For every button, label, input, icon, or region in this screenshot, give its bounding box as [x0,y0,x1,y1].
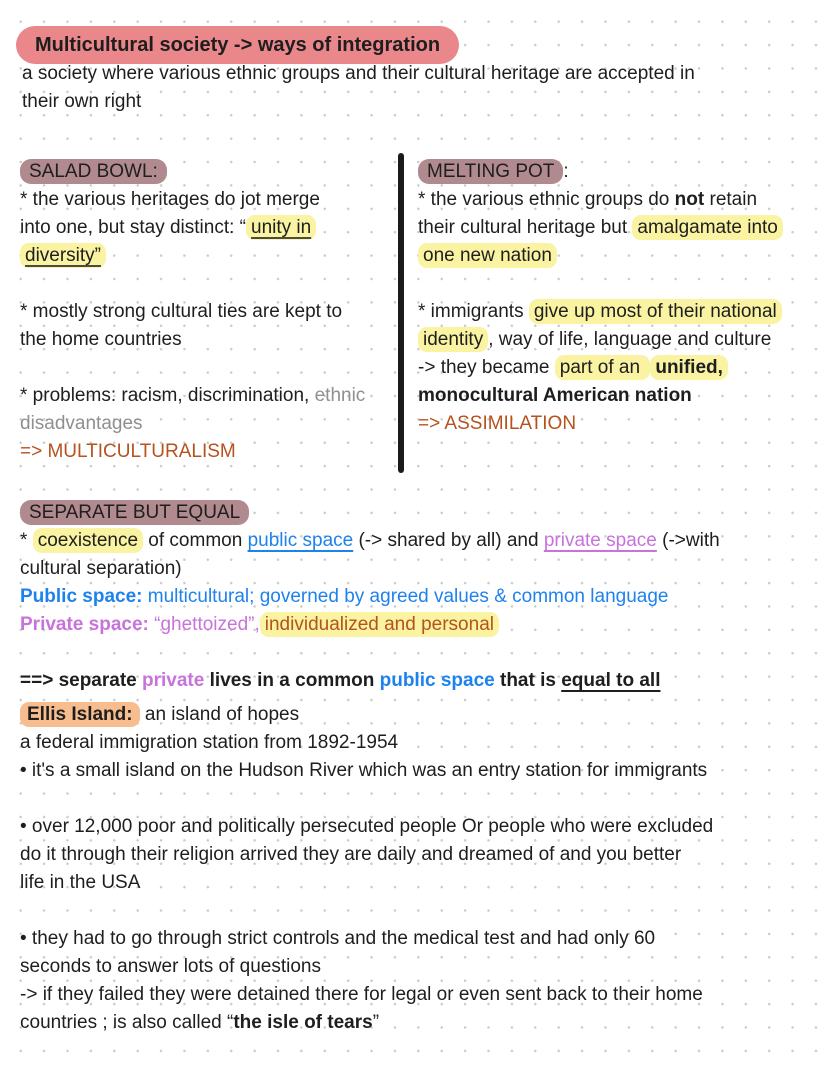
yellow-highlight: diversity” [20,243,106,268]
note-line [20,527,720,555]
note-text: cultural separation) [20,558,182,579]
blue-text: public space [379,670,495,691]
note-text: a federal immigration station from 1892-1954 [20,732,399,753]
note-line [20,757,713,785]
note-text: the home countries [20,329,182,350]
definition-text: a society where various ethnic groups and their cultural heritage are accepted in [22,63,695,84]
note-line [20,214,400,242]
bold-text: monocultural American nation [418,385,692,406]
bold-text: the isle of tears [233,1012,373,1033]
note-text: , way of life, language and culture [488,329,772,350]
ellis-island-label: Ellis Island: [20,702,140,727]
blank-line [20,897,713,925]
private-space-link: private space [543,530,657,551]
melting-pot-heading: MELTING POT [418,159,563,184]
note-text: • it's a small island on the Hudson River which was an entry station for immigrants [20,760,708,781]
gray-text: disadvantages [20,413,143,434]
note-text: (->with [656,530,720,551]
note-line [418,382,822,410]
note-text: • they had to go through strict controls and the medical test and had only 60 [20,928,656,949]
purple-text: “ghettoized”, [148,614,260,635]
note-line [20,841,713,869]
note-line [22,60,695,88]
yellow-highlight: unity in [246,215,316,240]
page-title: Multicultural society -> ways of integration [35,34,441,56]
note-line [20,438,400,466]
note-line [20,186,400,214]
title-highlight [16,26,459,64]
note-text: -> they became [418,357,555,378]
yellow-highlight: amalgamate into [632,215,782,240]
purple-text: private [142,670,205,691]
note-text: into one, but stay distinct: “ [20,217,247,238]
underlined-text: equal to all [561,670,661,691]
salad-bowl-section [20,158,400,466]
note-text: -> if they failed they were detained there for legal or even sent back to their home [20,984,703,1005]
note-line [20,382,400,410]
ellis-island-section [20,701,713,1037]
note-line [20,729,713,757]
note-line [418,242,822,270]
note-line [22,88,695,116]
gray-text: ethnic [314,385,366,406]
note-line [20,242,400,270]
conclusion-text: => ASSIMILATION [418,413,577,434]
bold-text: not [674,189,705,210]
note-text: * the various heritages do jot merge [20,189,320,210]
note-line [20,298,400,326]
blank-line [20,785,713,813]
note-line [20,981,713,1009]
note-text: that is [494,670,562,691]
public-space-link: public space [247,530,354,551]
note-line [418,214,822,242]
yellow-highlight: identity [418,327,488,352]
blank-line [418,270,822,298]
note-text: an island of hopes [139,704,300,725]
note-line [20,953,713,981]
note-text: (-> shared by all) and [353,530,544,551]
section-heading [20,499,720,527]
note-text: retain [704,189,758,210]
note-line [20,611,720,639]
conclusion-text: => MULTICULTURALISM [20,441,236,462]
note-line [20,813,713,841]
note-text: • over 12,000 poor and politically persecuted people Or people who were excluded [20,816,714,837]
salad-bowl-heading: SALAD BOWL: [20,159,167,184]
note-text: * mostly strong cultural ties are kept to [20,301,343,322]
definition-text: their own right [22,91,142,112]
blank-line [20,270,400,298]
column-divider [398,153,404,473]
note-line [20,410,400,438]
separate-but-equal-section [20,499,720,695]
yellow-highlight-bold: unified, [650,355,728,380]
private-space-label: Private space: [20,614,149,635]
note-line [418,186,822,214]
note-line [418,354,822,382]
yellow-highlight: one new nation [418,243,557,268]
public-space-label: Public space: [20,586,143,607]
note-text: * [20,530,33,551]
separate-equal-heading: SEPARATE BUT EQUAL [20,500,249,525]
yellow-highlight: coexistence [33,528,143,553]
yellow-highlight-orange-text: individualized and personal [260,612,499,637]
yellow-highlight: give up most of their national [529,299,782,324]
note-line [20,583,720,611]
note-text: * problems: racism, discrimination, [20,385,315,406]
note-text: of common [143,530,248,551]
definition-paragraph [22,60,695,116]
note-line [418,410,822,438]
note-text: * immigrants [418,301,529,322]
blank-line [20,639,720,667]
note-line [20,925,713,953]
yellow-highlight: part of an [555,355,651,380]
note-line [418,326,822,354]
note-text: seconds to answer lots of questions [20,956,322,977]
note-text: ==> separate [20,670,143,691]
note-text: ” [372,1012,380,1033]
note-text: countries ; is also called “ [20,1012,234,1033]
melting-pot-section [418,158,822,438]
note-line [20,326,400,354]
note-text: life in the USA [20,872,141,893]
note-line [20,1009,713,1037]
note-line [418,298,822,326]
blue-text: multicultural; governed by agreed values & common language [142,586,669,607]
note-text: lives in a common [204,670,380,691]
note-text: * the various ethnic groups do [418,189,675,210]
note-text: do it through their religion arrived they are daily and dreamed of and you better [20,844,682,865]
note-text: their cultural heritage but [418,217,633,238]
note-line [20,869,713,897]
section-heading [418,158,822,186]
summary-line [20,667,720,695]
note-line [20,555,720,583]
section-heading [20,158,400,186]
heading-colon: : [563,161,569,182]
blank-line [20,354,400,382]
note-line [20,701,713,729]
